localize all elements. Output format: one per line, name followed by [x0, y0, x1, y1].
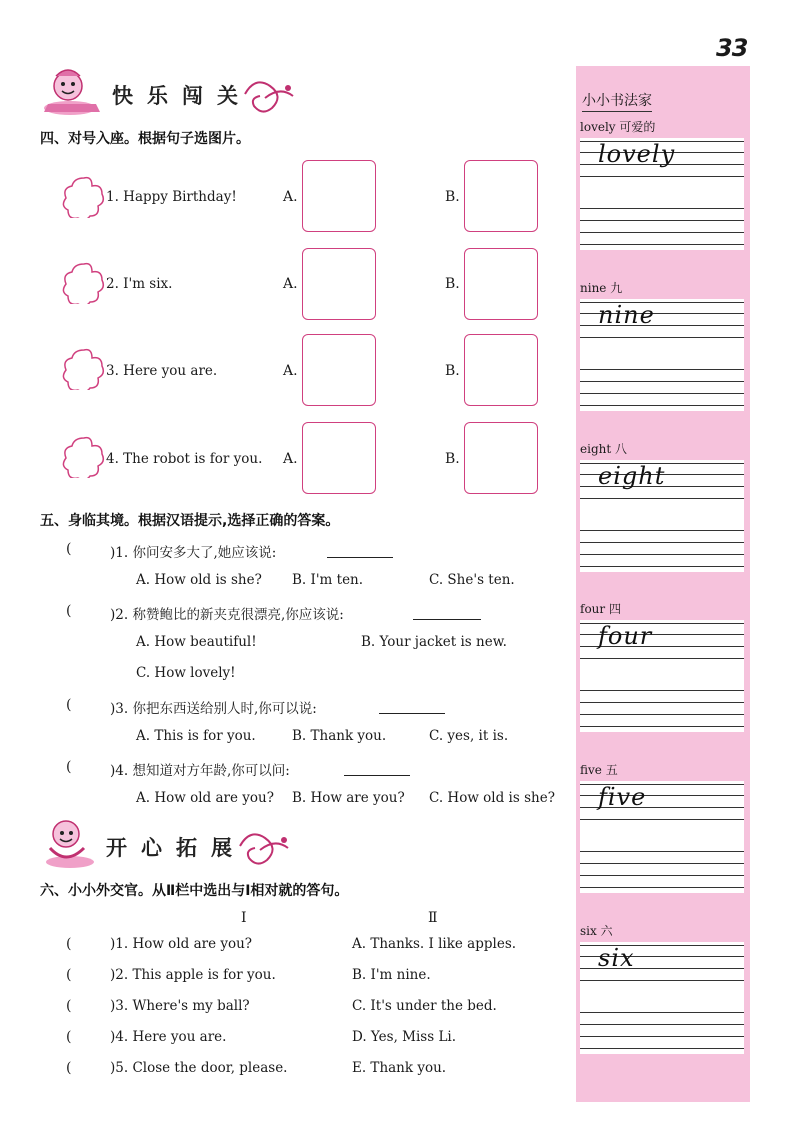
header-title-1: 快乐闯关 [112, 84, 252, 108]
word-label: six 六 [580, 924, 613, 938]
script-word: nine [598, 301, 655, 329]
word-label: four 四 [580, 602, 621, 616]
page-number: 33 [716, 34, 748, 62]
answer-flower-icon[interactable] [62, 346, 106, 390]
writing-lines[interactable] [580, 620, 744, 732]
list-item: )5. Close the door, please. [110, 1060, 288, 1076]
option-c[interactable]: C. How old is she? [429, 790, 555, 806]
header-banner-1 [40, 64, 300, 120]
option-b[interactable]: B. I'm ten. [292, 572, 364, 588]
answer-paren[interactable]: ( [66, 1029, 72, 1045]
option-b[interactable]: B. Thank you. [292, 728, 387, 744]
column-1-header: Ⅰ [241, 910, 247, 926]
answer-paren[interactable]: ( [66, 697, 72, 713]
script-word: five [598, 783, 647, 811]
option-a[interactable]: A. How beautiful! [136, 634, 257, 650]
script-word: six [598, 944, 635, 972]
answer-paren[interactable]: ( [66, 603, 72, 619]
option-b[interactable]: B. Your jacket is new. [361, 634, 507, 650]
answer-paren[interactable]: ( [66, 967, 72, 983]
word-label: five 五 [580, 763, 618, 777]
answer-flower-icon[interactable] [62, 260, 106, 304]
answer-paren[interactable]: ( [66, 936, 72, 952]
cake-gift-image[interactable] [464, 422, 538, 494]
list-item: )4. Here you are. [110, 1029, 227, 1045]
answer-flower-icon[interactable] [62, 434, 106, 478]
list-item: )3. Where's my ball? [110, 998, 250, 1014]
option-b[interactable]: B. How are you? [292, 790, 405, 806]
option-a[interactable]: A. How old is she? [136, 572, 262, 588]
answer-paren[interactable]: ( [66, 1060, 72, 1076]
answer-blank[interactable] [344, 763, 410, 776]
s4-item-4: 4. The robot is for you. [106, 451, 263, 467]
list-item: B. I'm nine. [352, 967, 431, 983]
s4-opt-b-label: B. [445, 189, 460, 205]
lantern-image[interactable] [464, 160, 538, 232]
children-counting-image[interactable] [464, 248, 538, 320]
s4-opt-a-label: A. [283, 363, 298, 379]
answer-paren[interactable]: ( [66, 998, 72, 1014]
s4-item-3: 3. Here you are. [106, 363, 218, 379]
robot-gift-image[interactable] [302, 422, 376, 494]
writing-lines[interactable] [580, 781, 744, 893]
panel-title: 小小书法家 [582, 90, 652, 112]
s4-item-2: 2. I'm six. [106, 276, 173, 292]
s4-item-1: 1. Happy Birthday! [106, 189, 237, 205]
s4-opt-a-label: A. [283, 276, 298, 292]
option-c[interactable]: C. She's ten. [429, 572, 515, 588]
question-text: )3. 你把东西送给别人时,你可以说: [110, 701, 317, 717]
writing-lines[interactable] [580, 138, 744, 250]
answer-paren[interactable]: ( [66, 759, 72, 775]
header-banner-2 [40, 816, 300, 872]
header-title-2: 开心拓展 [106, 836, 246, 860]
writing-lines[interactable] [580, 460, 744, 572]
answer-blank[interactable] [379, 701, 445, 714]
column-2-header: Ⅱ [428, 910, 438, 926]
question-text: )4. 想知道对方年龄,你可以问: [110, 763, 290, 779]
writing-lines[interactable] [580, 299, 744, 411]
answer-blank[interactable] [327, 545, 393, 558]
s4-opt-b-label: B. [445, 276, 460, 292]
birthday-party-image[interactable] [302, 160, 376, 232]
question-text: )1. 你问安多大了,她应该说: [110, 545, 277, 561]
option-a[interactable]: A. This is for you. [136, 728, 256, 744]
answer-paren[interactable]: ( [66, 541, 72, 557]
script-word: four [598, 622, 653, 650]
list-item: )2. This apple is for you. [110, 967, 276, 983]
script-word: lovely [598, 140, 676, 168]
script-word: eight [598, 462, 666, 490]
giving-gift-image[interactable] [464, 334, 538, 406]
s4-opt-a-label: A. [283, 189, 298, 205]
children-talking-image[interactable] [302, 248, 376, 320]
option-c[interactable]: C. How lovely! [136, 665, 236, 681]
s4-opt-a-label: A. [283, 451, 298, 467]
writing-lines[interactable] [580, 942, 744, 1054]
option-c[interactable]: C. yes, it is. [429, 728, 509, 744]
section5-title: 五、身临其境。根据汉语提示,选择正确的答案。 [40, 513, 340, 529]
list-item: E. Thank you. [352, 1060, 447, 1076]
answer-flower-icon[interactable] [62, 174, 106, 218]
list-item: C. It's under the bed. [352, 998, 497, 1014]
question-text: )2. 称赞鲍比的新夹克很漂亮,你应该说: [110, 607, 344, 623]
word-label: nine 九 [580, 281, 623, 295]
option-a[interactable]: A. How old are you? [136, 790, 274, 806]
word-label: lovely 可爱的 [580, 120, 656, 134]
birthday-cake-image[interactable] [302, 334, 376, 406]
s4-opt-b-label: B. [445, 451, 460, 467]
list-item: D. Yes, Miss Li. [352, 1029, 457, 1045]
list-item: A. Thanks. I like apples. [352, 936, 517, 952]
word-label: eight 八 [580, 442, 627, 456]
answer-blank[interactable] [413, 607, 481, 620]
section6-title: 六、小小外交官。从Ⅱ栏中选出与Ⅰ相对就的答句。 [40, 883, 349, 899]
section4-title: 四、对号入座。根据句子选图片。 [40, 131, 250, 147]
s4-opt-b-label: B. [445, 363, 460, 379]
list-item: )1. How old are you? [110, 936, 253, 952]
